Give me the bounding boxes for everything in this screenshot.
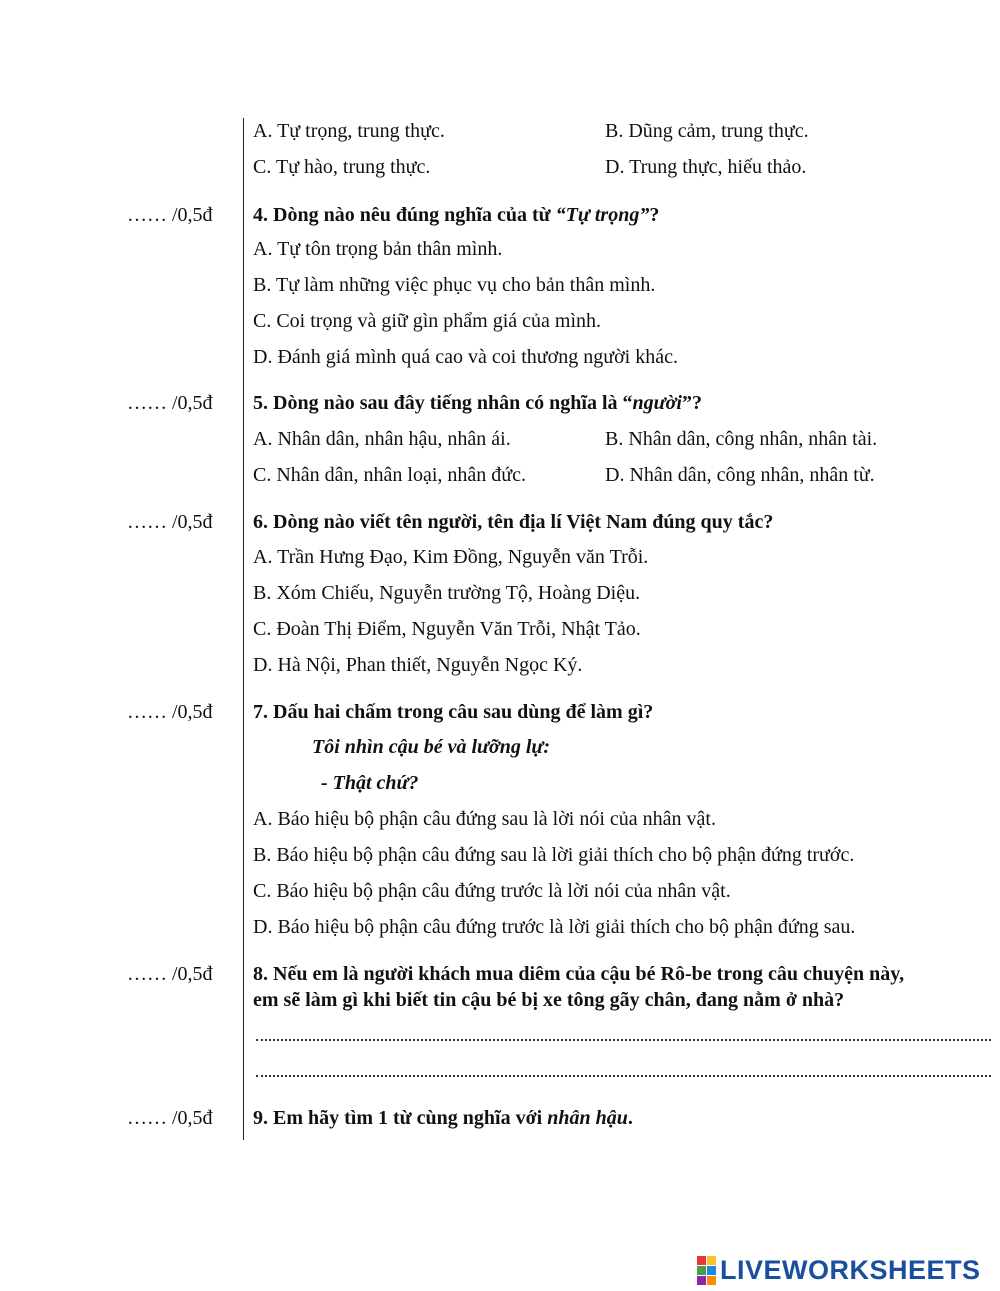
logo-mark-icon bbox=[697, 1256, 716, 1285]
q6-option-c[interactable]: C. Đoàn Thị Điểm, Nguyễn Văn Trỗi, Nhật Tảo. bbox=[253, 618, 641, 640]
q9-score: …… /0,5đ bbox=[127, 1107, 213, 1129]
q8-score: …… /0,5đ bbox=[127, 963, 213, 985]
q4-question-prefix: 4. Dòng nào nêu đúng nghĩa của từ bbox=[253, 204, 556, 226]
q7-option-c[interactable]: C. Báo hiệu bộ phận câu đứng trước là lời nói của nhân vật. bbox=[253, 880, 731, 902]
q5-question-suffix: ”? bbox=[681, 392, 702, 414]
q8-answer-line-1[interactable] bbox=[256, 1037, 991, 1041]
liveworksheets-logo bbox=[697, 1253, 981, 1287]
q7-question: 7. Dấu hai chấm trong câu sau dùng để làm gì? bbox=[253, 701, 654, 723]
q9-question-term: nhân hậu bbox=[547, 1107, 628, 1129]
q4-option-a[interactable]: A. Tự tôn trọng bản thân mình. bbox=[253, 238, 503, 260]
q7-option-d[interactable]: D. Báo hiệu bộ phận câu đứng trước là lời giải thích cho bộ phận đứng sau. bbox=[253, 916, 856, 938]
q4-option-b[interactable]: B. Tự làm những việc phục vụ cho bản thân mình. bbox=[253, 274, 656, 296]
q3-option-a[interactable]: A. Tự trọng, trung thực. bbox=[253, 120, 445, 142]
q9-question-prefix: 9. Em hãy tìm 1 từ cùng nghĩa với bbox=[253, 1107, 548, 1129]
q4-score: …… /0,5đ bbox=[127, 204, 213, 226]
logo-text: LIVEWORKSHEETS bbox=[720, 1254, 981, 1285]
q9-question-suffix: . bbox=[627, 1107, 633, 1129]
q7-quote-line1: Tôi nhìn cậu bé và lưỡng lự: bbox=[312, 736, 551, 758]
q6-option-d[interactable]: D. Hà Nội, Phan thiết, Nguyễn Ngọc Ký. bbox=[253, 654, 583, 676]
q6-score: …… /0,5đ bbox=[127, 511, 213, 533]
q7-quote-line2: - Thật chứ? bbox=[321, 772, 419, 794]
q5-score: …… /0,5đ bbox=[127, 392, 213, 414]
q3-option-c[interactable]: C. Tự hào, trung thực. bbox=[253, 156, 431, 178]
q3-option-d[interactable]: D. Trung thực, hiếu thảo. bbox=[605, 156, 807, 178]
q7-option-a[interactable]: A. Báo hiệu bộ phận câu đứng sau là lời nói của nhân vật. bbox=[253, 808, 716, 830]
q5-option-d[interactable]: D. Nhân dân, công nhân, nhân từ. bbox=[605, 464, 875, 486]
q8-question-line1: 8. Nếu em là người khách mua diêm của cậu bé Rô-be trong câu chuyện này, bbox=[253, 963, 905, 985]
q5-question-prefix: 5. Dòng nào sau đây tiếng nhân có nghĩa là “ bbox=[253, 392, 633, 414]
q6-option-b[interactable]: B. Xóm Chiếu, Nguyễn trường Tộ, Hoàng Diệu. bbox=[253, 582, 641, 604]
q7-score: …… /0,5đ bbox=[127, 701, 213, 723]
margin-divider bbox=[243, 118, 244, 1140]
q4-option-c[interactable]: C. Coi trọng và giữ gìn phẩm giá của mình. bbox=[253, 310, 602, 332]
q4-question-suffix: ? bbox=[649, 204, 660, 226]
q7-option-b[interactable]: B. Báo hiệu bộ phận câu đứng sau là lời giải thích cho bộ phận đứng trước. bbox=[253, 844, 855, 866]
q4-question bbox=[253, 203, 659, 227]
q3-option-b[interactable]: B. Dũng cảm, trung thực. bbox=[605, 120, 809, 142]
q6-question: 6. Dòng nào viết tên người, tên địa lí Việt Nam đúng quy tắc? bbox=[253, 511, 774, 533]
q8-answer-line-2[interactable] bbox=[256, 1073, 991, 1077]
q5-option-c[interactable]: C. Nhân dân, nhân loại, nhân đức. bbox=[253, 464, 526, 486]
q8-question-line2: em sẽ làm gì khi biết tin cậu bé bị xe tông gãy chân, đang nằm ở nhà? bbox=[253, 989, 845, 1011]
q5-option-a[interactable]: A. Nhân dân, nhân hậu, nhân ái. bbox=[253, 428, 511, 450]
q9-question bbox=[253, 1106, 633, 1130]
q5-question-term: người bbox=[632, 392, 682, 414]
q5-option-b[interactable]: B. Nhân dân, công nhân, nhân tài. bbox=[605, 428, 878, 450]
q4-option-d[interactable]: D. Đánh giá mình quá cao và coi thương người khác. bbox=[253, 346, 678, 368]
q6-option-a[interactable]: A. Trần Hưng Đạo, Kim Đồng, Nguyễn văn Trỗi. bbox=[253, 546, 649, 568]
q4-question-term: “Tự trọng” bbox=[555, 204, 650, 226]
q5-question bbox=[253, 391, 702, 415]
